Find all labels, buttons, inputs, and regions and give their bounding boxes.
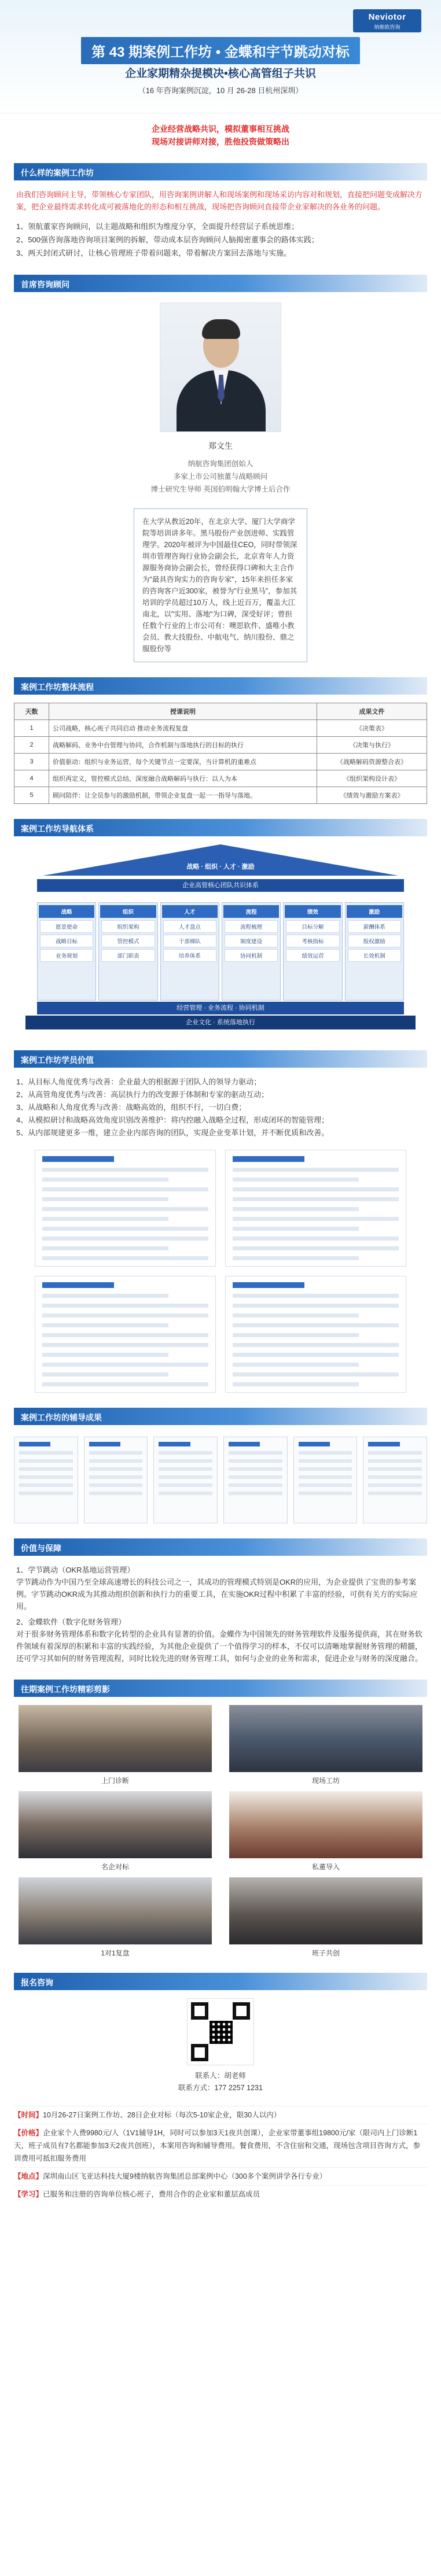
table-row: 2 战略解码、业务中台管理与协同，合作机制与落地执行的目标的执行 《决策与执行》 bbox=[14, 737, 427, 754]
contact-phone[interactable]: 联系方式：177 2257 1231 bbox=[178, 2084, 263, 2092]
gallery-caption: 上门诊断 bbox=[101, 1777, 129, 1785]
event-date: （16 年咨询案例沉淀，10 月 26-28 日杭州深圳） bbox=[138, 86, 303, 95]
tool-thumbnail bbox=[293, 1437, 358, 1523]
gallery-photo bbox=[229, 1791, 422, 1858]
section-heading-value: 案例工作坊学员价值 bbox=[14, 1050, 427, 1068]
gallery-item bbox=[19, 1705, 212, 1785]
list-item: 3、两天封闭式研讨，让核心管理班子带着问题来，带着解决方案回去落地与实施。 bbox=[16, 249, 292, 257]
table-row: 3 价值驱动：组织与业务运营，每个关键节点一定要深，当计算机的重难点 《战略解码资源整合表》 bbox=[14, 754, 427, 770]
framework-pillar: 流程 流程梳理 制度建设 协同机制 bbox=[222, 902, 281, 1001]
framework-pillar: 激励 薪酬体系 股权激励 长效机制 bbox=[345, 902, 404, 1001]
why-intro: 由我们咨询顾问主导，带领核心专家团队，用咨询案例讲解人和现场案例和现场采访内容对和规划，直接把问题变成解决方案，把企业最终需求转化成可被落地化的形态和相互挑战，现场把咨询顾问直接带企业家解决的各业务的问题。 bbox=[16, 190, 423, 211]
event-details bbox=[14, 2106, 427, 2203]
detail-fee: 【价格】企业家个人费9980元/人（1V1辅导1H，同时可以参加3天1夜共创课），企业家带董事组19800元/家（限司内上门诊断1天，班子成员有7名都能参加3天2夜共创班），本案用咨询和辅导费用。餐食费用，不含住宿和交通，现场包含项目咨询方式，参训费用可抵扣服务费用 bbox=[14, 2124, 427, 2167]
why-points bbox=[16, 220, 425, 260]
gallery-photo bbox=[19, 1877, 212, 1944]
tool-thumbnail bbox=[153, 1437, 218, 1523]
document-thumbnail bbox=[225, 1276, 406, 1393]
tool-thumbnails bbox=[14, 1437, 427, 1523]
gallery-item bbox=[229, 1877, 422, 1958]
gallery-photo bbox=[229, 1877, 422, 1944]
background-text-1: 学节跳动作为中国乃至全球高速增长的科技公司之一，其成功的管理模式特别是OKR的应用，为企业提供了宝贵的参考案例。字节跳动OKR成为其推动组织创新和执行力的重要工具，在实施OKR过程中积累了丰富的经验，可供有关方的实际应用。 bbox=[16, 1578, 418, 1611]
document-thumbnail bbox=[35, 1150, 216, 1267]
list-item: 1、领航董家咨询顾问，以主题战略和组织为维度分享，全面提升经营层子系统思维； bbox=[16, 222, 299, 231]
teacher-bio: 在大学从教近20年，在北京大学、厦门大学商学院等培训讲多年。黑马股份产业创进师、实践管理学。2020年被评为中国最佳CEO，同时带领深圳市管理咨询行业协会副会长，北京青年人力资源服务商协会副会长，曾经获得口碑和大主合作为"最具咨询实力的咨询专家"，15年来担任多家的咨询客户近300家，被誉为"行业黑马"，参加其培训的学员超过10万人，线上近百万，覆盖大江南北，以"实用、落地"为口碑，深受好评；曾担任数个行业的上市公司有：噢思软件、盛唯小教会员、教大技股份、中航电气、纳川股份、鼎之服股份等 bbox=[134, 508, 307, 662]
framework-pillar: 绩效 目标分解 考核指标 绩效运营 bbox=[283, 902, 342, 1001]
page-title bbox=[0, 37, 441, 64]
section-heading-background: 价值与保障 bbox=[14, 1538, 427, 1556]
table-row: 5 顾问陪伴：让全员参与的激励机制，带领企业复盘一起一一指导与落地。 《绩效与激励方案表》 bbox=[14, 787, 427, 804]
list-item: 4、从模拟研讨和战略高效角度识别改善维护：将内控融入战略全过程，形成闭环的智能管理； bbox=[16, 1116, 329, 1124]
section-heading-tools: 案例工作坊的辅导成果 bbox=[14, 1408, 427, 1425]
framework-pillar: 人才 人才盘点 干部梯队 培养体系 bbox=[160, 902, 219, 1001]
value-points bbox=[16, 1076, 425, 1139]
gallery-item bbox=[229, 1791, 422, 1872]
teacher-role: 博士研究生导师 英国伯明翰大学博士后合作 bbox=[150, 485, 291, 493]
section-heading-schedule: 案例工作坊整体流程 bbox=[14, 677, 427, 695]
tool-thumbnail bbox=[14, 1437, 78, 1523]
background-title-2: 2、金蝶软件（数字化财务管理） bbox=[16, 1618, 126, 1626]
section-heading-photos: 往期案例工作坊精彩剪影 bbox=[14, 1680, 427, 1697]
slogan-line: 现场对接讲师对接，胜他投资做策略出 bbox=[152, 137, 289, 146]
column-header: 天数 bbox=[14, 703, 49, 720]
list-item: 5、从内部规建更多一维，建立企业内部咨询的团队，实现企业变革计划，并不断优质和改善。 bbox=[16, 1128, 329, 1137]
contact-name: 联系人：胡老师 bbox=[195, 2072, 246, 2080]
tool-thumbnail bbox=[363, 1437, 427, 1523]
section-heading-why: 什么样的案例工作坊 bbox=[14, 163, 427, 180]
logo-main: Neviotor bbox=[368, 12, 406, 22]
detail-time: 【时间】10月26-27日案例工作坊、28日企业对标（每次5-10家企业，限30人以内） bbox=[14, 2106, 427, 2124]
background-title-1: 1、学节跳动（OKR基地运营管理） bbox=[16, 1566, 135, 1574]
page-subtitle: 企业家期精杂提模决•核心高管组子共识 bbox=[125, 68, 316, 80]
brand-logo bbox=[353, 9, 421, 32]
framework-top-bar: 企业高管核心团队共识体系 bbox=[37, 879, 404, 892]
teacher-name: 郑文生 bbox=[208, 441, 233, 451]
outcome-documents bbox=[35, 1150, 406, 1393]
gallery-photo bbox=[229, 1705, 422, 1772]
document-thumbnail bbox=[35, 1276, 216, 1393]
section-heading-register: 报名咨询 bbox=[14, 1973, 427, 1990]
framework-base: 企业文化 · 系统落地执行 bbox=[25, 1016, 416, 1029]
header-banner bbox=[0, 0, 441, 113]
schedule-table bbox=[14, 703, 427, 804]
gallery-caption: 1对1复盘 bbox=[101, 1949, 130, 1957]
gallery-photo bbox=[19, 1791, 212, 1858]
framework-pillar: 战略 愿景使命 战略目标 业务规划 bbox=[37, 902, 96, 1001]
detail-audience: 【学习】已服务和注册的咨询单位核心班子，费用合作的企业家和董层高成员 bbox=[14, 2185, 427, 2203]
section-heading-framework: 案例工作坊导航体系 bbox=[14, 819, 427, 836]
page-title-text: 第 43 期案例工作坊 • 金蝶和宇节跳动对标 bbox=[81, 37, 360, 64]
detail-place: 【地点】深圳南山区飞亚达科技大厦9楼纳航咨询集团总部案例中心（300多个案例讲学各行专业） bbox=[14, 2167, 427, 2185]
document-thumbnail bbox=[225, 1150, 406, 1267]
table-row: 4 组织再定义，管控模式总结，深度融合战略解码与执行：以人为本 《组织架构设计表》 bbox=[14, 770, 427, 787]
slogan bbox=[0, 123, 441, 148]
contact-info bbox=[0, 2070, 441, 2094]
framework-mid-bar: 经营管理 · 业务流程 · 协同机制 bbox=[37, 1002, 404, 1014]
list-item: 2、从高管角度优秀与改善：高层执行力的改变源于体制和专家的驱动互动； bbox=[16, 1090, 269, 1099]
teacher-role: 纳航咨询集团创始人 bbox=[188, 460, 253, 468]
framework-pillars bbox=[37, 902, 404, 1001]
logo-sub: 纳维欧咨询 bbox=[374, 24, 400, 30]
gallery-item bbox=[19, 1791, 212, 1872]
background-text-2: 对于很多财务管理体系和数字化转型的企业具有显著的价值。金蝶作为中国领先的财务管理软件及服务提供商，其在财务软件领域有着深厚的积累和丰富的实践经验，为其他企业提供了一个值得学习的样本，不仅可以清晰地掌握财务管理的精髓，还可学习其如何的财务管理流程，同时比较先进的财务管理工具，如何与企业的业务和需求，促进企业与财务的深度融合。 bbox=[16, 1630, 423, 1663]
list-item: 2、500强咨询落地咨询项目案例的拆解，带动成本层咨询顾问人脑揭密董事会的路体实践； bbox=[16, 235, 319, 244]
gallery-photo bbox=[19, 1705, 212, 1772]
list-item: 1、从目标人角度优秀与改善：企业最大的根据源于团队人的领导力驱动； bbox=[16, 1077, 262, 1086]
gallery-item bbox=[229, 1705, 422, 1785]
column-header: 成果文件 bbox=[317, 703, 427, 720]
section-heading-teacher: 首席咨询顾问 bbox=[14, 275, 427, 292]
photo-gallery bbox=[19, 1705, 422, 1958]
column-header: 授课说明 bbox=[49, 703, 317, 720]
gallery-caption: 班子共创 bbox=[311, 1949, 340, 1957]
teacher-role: 多家上市公司独董与战略顾问 bbox=[173, 473, 268, 481]
teacher-photo bbox=[160, 302, 281, 432]
list-item: 3、从战略和人角度优秀与改善：战略高效的，组织不行，一切白费； bbox=[16, 1103, 247, 1112]
teacher-roles bbox=[0, 457, 441, 496]
gallery-caption: 私董导入 bbox=[311, 1863, 340, 1871]
gallery-caption: 现场工坊 bbox=[311, 1777, 340, 1785]
gallery-item bbox=[19, 1877, 212, 1958]
background-block bbox=[16, 1564, 425, 1665]
tool-thumbnail bbox=[223, 1437, 288, 1523]
table-header-row bbox=[14, 703, 427, 720]
framework-roof-label: 战略 · 组织 · 人才 · 激励 bbox=[186, 863, 255, 870]
table-row: 1 公司战略，核心班子共同启动 推动业务流程复盘 《决策表》 bbox=[14, 720, 427, 737]
slogan-line: 企业经营战略共识，模拟董事相互挑战 bbox=[152, 124, 289, 134]
gallery-caption: 名企对标 bbox=[101, 1863, 129, 1871]
qr-code[interactable] bbox=[187, 1998, 254, 2065]
framework-pillar: 组织 组织架构 管控模式 部门职责 bbox=[98, 902, 157, 1001]
framework-diagram bbox=[14, 844, 427, 1035]
tool-thumbnail bbox=[84, 1437, 148, 1523]
